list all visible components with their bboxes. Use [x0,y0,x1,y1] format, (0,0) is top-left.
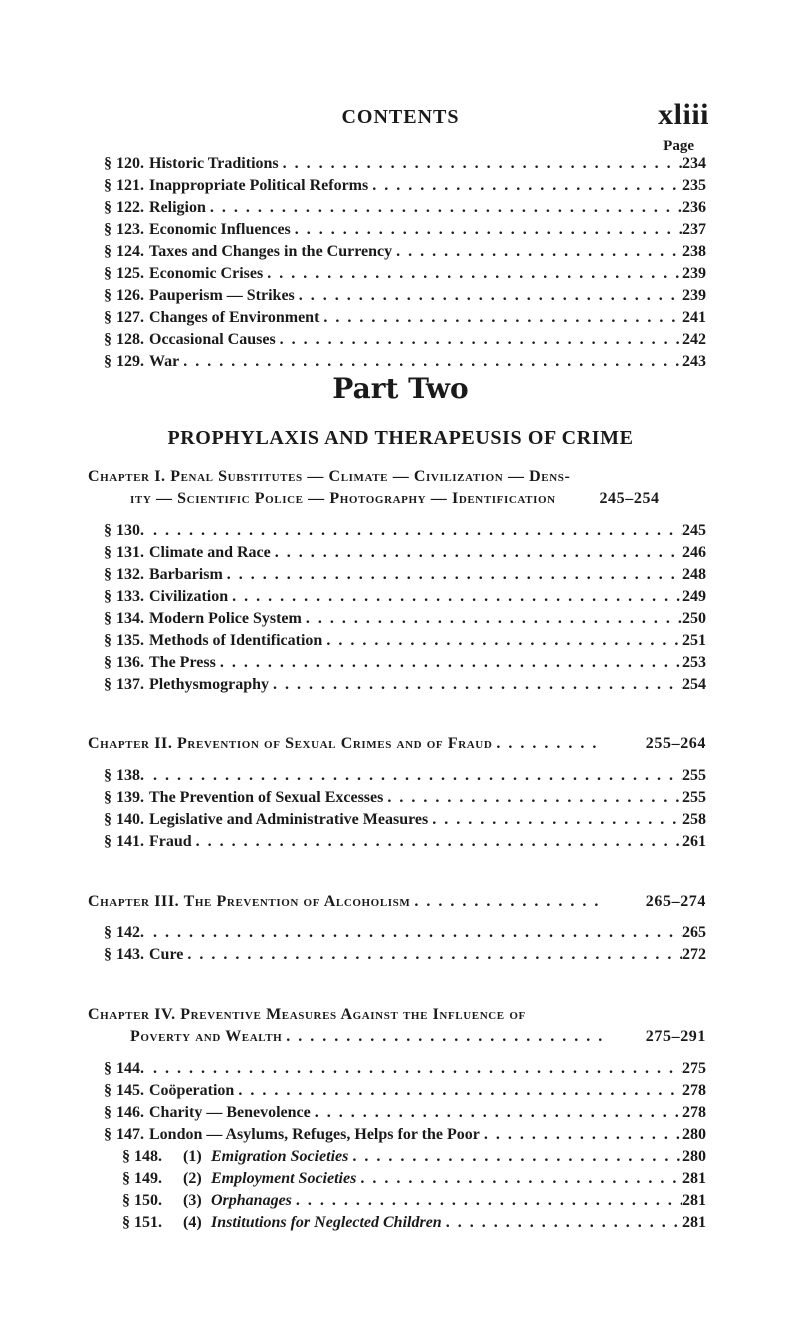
leader-dots [234,1080,682,1102]
section-number: § 125. [104,265,144,282]
chapter-title-continuation: Poverty and Wealth [130,1028,283,1045]
entry-page: 258 [682,811,706,828]
entry-page: 246 [682,544,706,561]
entry-title: Coöperation [149,1082,235,1099]
toc-subentry [122,1190,706,1212]
chapter-title-line: Chapter IV. Preventive Measures Against the Influence of [88,1006,526,1023]
section-number: § 135. [104,632,144,649]
entry-title: Inappropriate Political Reforms [149,177,369,194]
section-number: § 122. [104,199,144,216]
leader-dots [183,944,682,966]
subentry-number: (2) [183,1170,202,1187]
leader-dots [263,263,682,285]
toc-entry [104,765,706,787]
toc-subentry [122,1146,706,1168]
entry-title: Charity — Benevolence [149,1104,311,1121]
leader-dots [392,241,682,263]
section-number: § 137. [104,676,144,693]
section-number: § 143. [104,946,144,963]
leader-dots [302,608,682,630]
chapter-title-continuation: ity — Scientific Police — Photography — Identification [130,490,556,507]
entry-page: 281 [682,1192,706,1209]
toc-entry [104,652,706,674]
entry-page: 261 [682,833,706,850]
toc-entry [104,674,706,696]
entry-page: 280 [682,1126,706,1143]
section-number: § 130. [104,522,144,539]
toc-entry [104,922,706,944]
entry-title: Economic Influences [149,221,291,238]
entry-page: 278 [682,1104,706,1121]
entry-title: Taxes and Changes in the Currency [149,243,393,260]
entry-title: Climate and Race [149,544,271,561]
chapter-heading [88,891,706,913]
toc-entry [104,542,706,564]
entry-page: 237 [682,221,706,238]
toc-entry [104,831,706,853]
leader-dots [269,674,682,696]
leader-dots [291,219,682,241]
section-number: § 134. [104,610,144,627]
leader-dots [192,831,682,853]
section-number: § 121. [104,177,144,194]
chapter-title-line [88,733,706,755]
chapter-heading [88,733,706,755]
toc-entry [104,586,706,608]
leader-dots [322,630,682,652]
leader-dots [356,1168,682,1190]
running-head [0,92,801,132]
entry-page: 251 [682,632,706,649]
entry-title: The Press [149,654,216,671]
leader-dots [311,1102,682,1124]
leader-dots [276,329,682,351]
section-number: § 142. [104,924,144,941]
leader-dots [428,809,682,831]
section-number: § 127. [104,309,144,326]
section-number: § 150. [122,1192,162,1209]
chapter-title-line: Chapter I. Penal Substitutes — Climate — Civilization — Dens- [88,468,571,485]
entry-page: 248 [682,566,706,583]
entry-title: Cure [149,946,184,963]
entry-title: Religion [149,199,206,216]
leader-dots [179,351,682,373]
section-number: § 136. [104,654,144,671]
entry-page: 249 [682,588,706,605]
section-number: § 148. [122,1148,162,1165]
leader-dots [149,520,682,542]
entry-title: Legislative and Administrative Measures [149,811,429,828]
leader-dots [319,307,682,329]
chapter-pages: 245–254 [599,490,660,507]
toc-subentry [122,1212,706,1234]
entry-page: 234 [682,155,706,172]
leader-dots [149,1058,682,1080]
toc-entry [104,787,706,809]
toc-entry [104,175,706,197]
toc-entry [104,351,706,373]
subentry-number: (3) [183,1192,202,1209]
entry-title: Historic Traditions [149,155,279,172]
chapter-pages: 275–291 [645,1028,706,1045]
chapter-title-line [88,1026,706,1048]
chapter-heading [88,466,706,510]
entry-page: 236 [682,199,706,216]
leader-dots [271,542,682,564]
entry-page: 243 [682,353,706,370]
toc-entry [104,630,706,652]
leader-dots [149,765,682,787]
leader-dots [228,586,682,608]
entry-title: London — Asylums, Refuges, Helps for the Poor [149,1126,480,1143]
toc-entry [104,564,706,586]
page-column-label: Page [663,138,694,154]
section-number: § 124. [104,243,144,260]
entry-page: 238 [682,243,706,260]
toc-entry [104,219,706,241]
entry-page: 250 [682,610,706,627]
toc-entry [104,307,706,329]
entry-page: 235 [682,177,706,194]
leader-dots [368,175,682,197]
section-number: § 145. [104,1082,144,1099]
entry-page: 245 [682,522,706,539]
section-number: § 123. [104,221,144,238]
toc-entry [104,1124,706,1146]
section-number: § 140. [104,811,144,828]
entry-title: Employment Societies [211,1170,357,1187]
section-number: § 129. [104,353,144,370]
section-number: § 120. [104,155,144,172]
leader-dots [292,1190,682,1212]
entry-title: Barbarism [149,566,223,583]
leader-dots [348,1146,682,1168]
entry-page: 255 [682,789,706,806]
section-number: § 141. [104,833,144,850]
toc-entry [104,608,706,630]
entry-page: 281 [682,1170,706,1187]
section-number: § 138. [104,767,144,784]
toc-entry [104,153,706,175]
toc-entry [104,263,706,285]
toc-entry [104,1102,706,1124]
entry-title: Emigration Societies [211,1148,349,1165]
leader-dots [383,787,682,809]
section-number: § 147. [104,1126,144,1143]
toc-subentry [122,1168,706,1190]
part-heading: Part Two [332,372,469,405]
entry-title: Occasional Causes [149,331,276,348]
entry-page: 281 [682,1214,706,1231]
toc-entry [104,241,706,263]
chapter-title: Chapter II. Prevention of Sexual Crimes and of Fraud [88,735,493,752]
toc-entry [104,329,706,351]
subentry-number: (4) [183,1214,202,1231]
entry-page: 241 [682,309,706,326]
leader-dots [480,1124,682,1146]
section-number: § 128. [104,331,144,348]
entry-title: Civilization [149,588,229,605]
entry-page: 239 [682,265,706,282]
section-number: § 151. [122,1214,162,1231]
entry-title: Fraud [149,833,192,850]
entry-title: Orphanages [211,1192,292,1209]
section-number: § 144. [104,1060,144,1077]
entry-title: Changes of Environment [149,309,320,326]
section-number: § 132. [104,566,144,583]
leader-dots [295,285,682,307]
entry-page: 280 [682,1148,706,1165]
section-number: § 149. [122,1170,162,1187]
leader-dots [442,1212,682,1234]
toc-entry [104,197,706,219]
entry-page: 265 [682,924,706,941]
entry-page: 272 [682,946,706,963]
entry-title: Methods of Identification [149,632,323,649]
part-title: PROPHYLAXIS AND THERAPEUSIS OF CRIME [167,427,634,449]
section-number: § 146. [104,1104,144,1121]
page-number: xliii [658,98,709,131]
chapter-pages: 255–264 [645,735,706,752]
subentry-number: (1) [183,1148,202,1165]
chapter-title-line [88,488,706,510]
entry-title: The Prevention of Sexual Excesses [149,789,384,806]
toc-entry [104,1058,706,1080]
chapter-title-line [88,891,706,913]
toc-entry [104,520,706,542]
entry-title: Pauperism — Strikes [149,287,295,304]
toc-entry [104,944,706,966]
chapter-heading [88,1004,706,1048]
toc-entry [104,809,706,831]
entry-title: Plethysmography [149,676,269,693]
toc-entry [104,1080,706,1102]
leader-dots [223,564,682,586]
entry-page: 242 [682,331,706,348]
entry-title: War [149,353,180,370]
chapter-pages: 265–274 [645,893,706,910]
leader-dots [279,153,682,175]
entry-page: 275 [682,1060,706,1077]
running-title: CONTENTS [341,106,460,128]
entry-page: 254 [682,676,706,693]
entry-title: Institutions for Neglected Children [211,1214,442,1231]
entry-page: 278 [682,1082,706,1099]
leader-dots [216,652,682,674]
entry-page: 255 [682,767,706,784]
entry-title: Economic Crises [149,265,264,282]
leader-dots [282,1026,602,1048]
entry-page: 253 [682,654,706,671]
leader-dots [410,891,602,913]
section-number: § 139. [104,789,144,806]
leader-dots [492,733,602,755]
chapter-title: Chapter III. The Prevention of Alcoholism [88,893,411,910]
section-number: § 133. [104,588,144,605]
toc-entry [104,285,706,307]
section-number: § 131. [104,544,144,561]
leader-dots [149,922,682,944]
entry-page: 239 [682,287,706,304]
entry-title: Modern Police System [149,610,302,627]
leader-dots [206,197,682,219]
section-number: § 126. [104,287,144,304]
